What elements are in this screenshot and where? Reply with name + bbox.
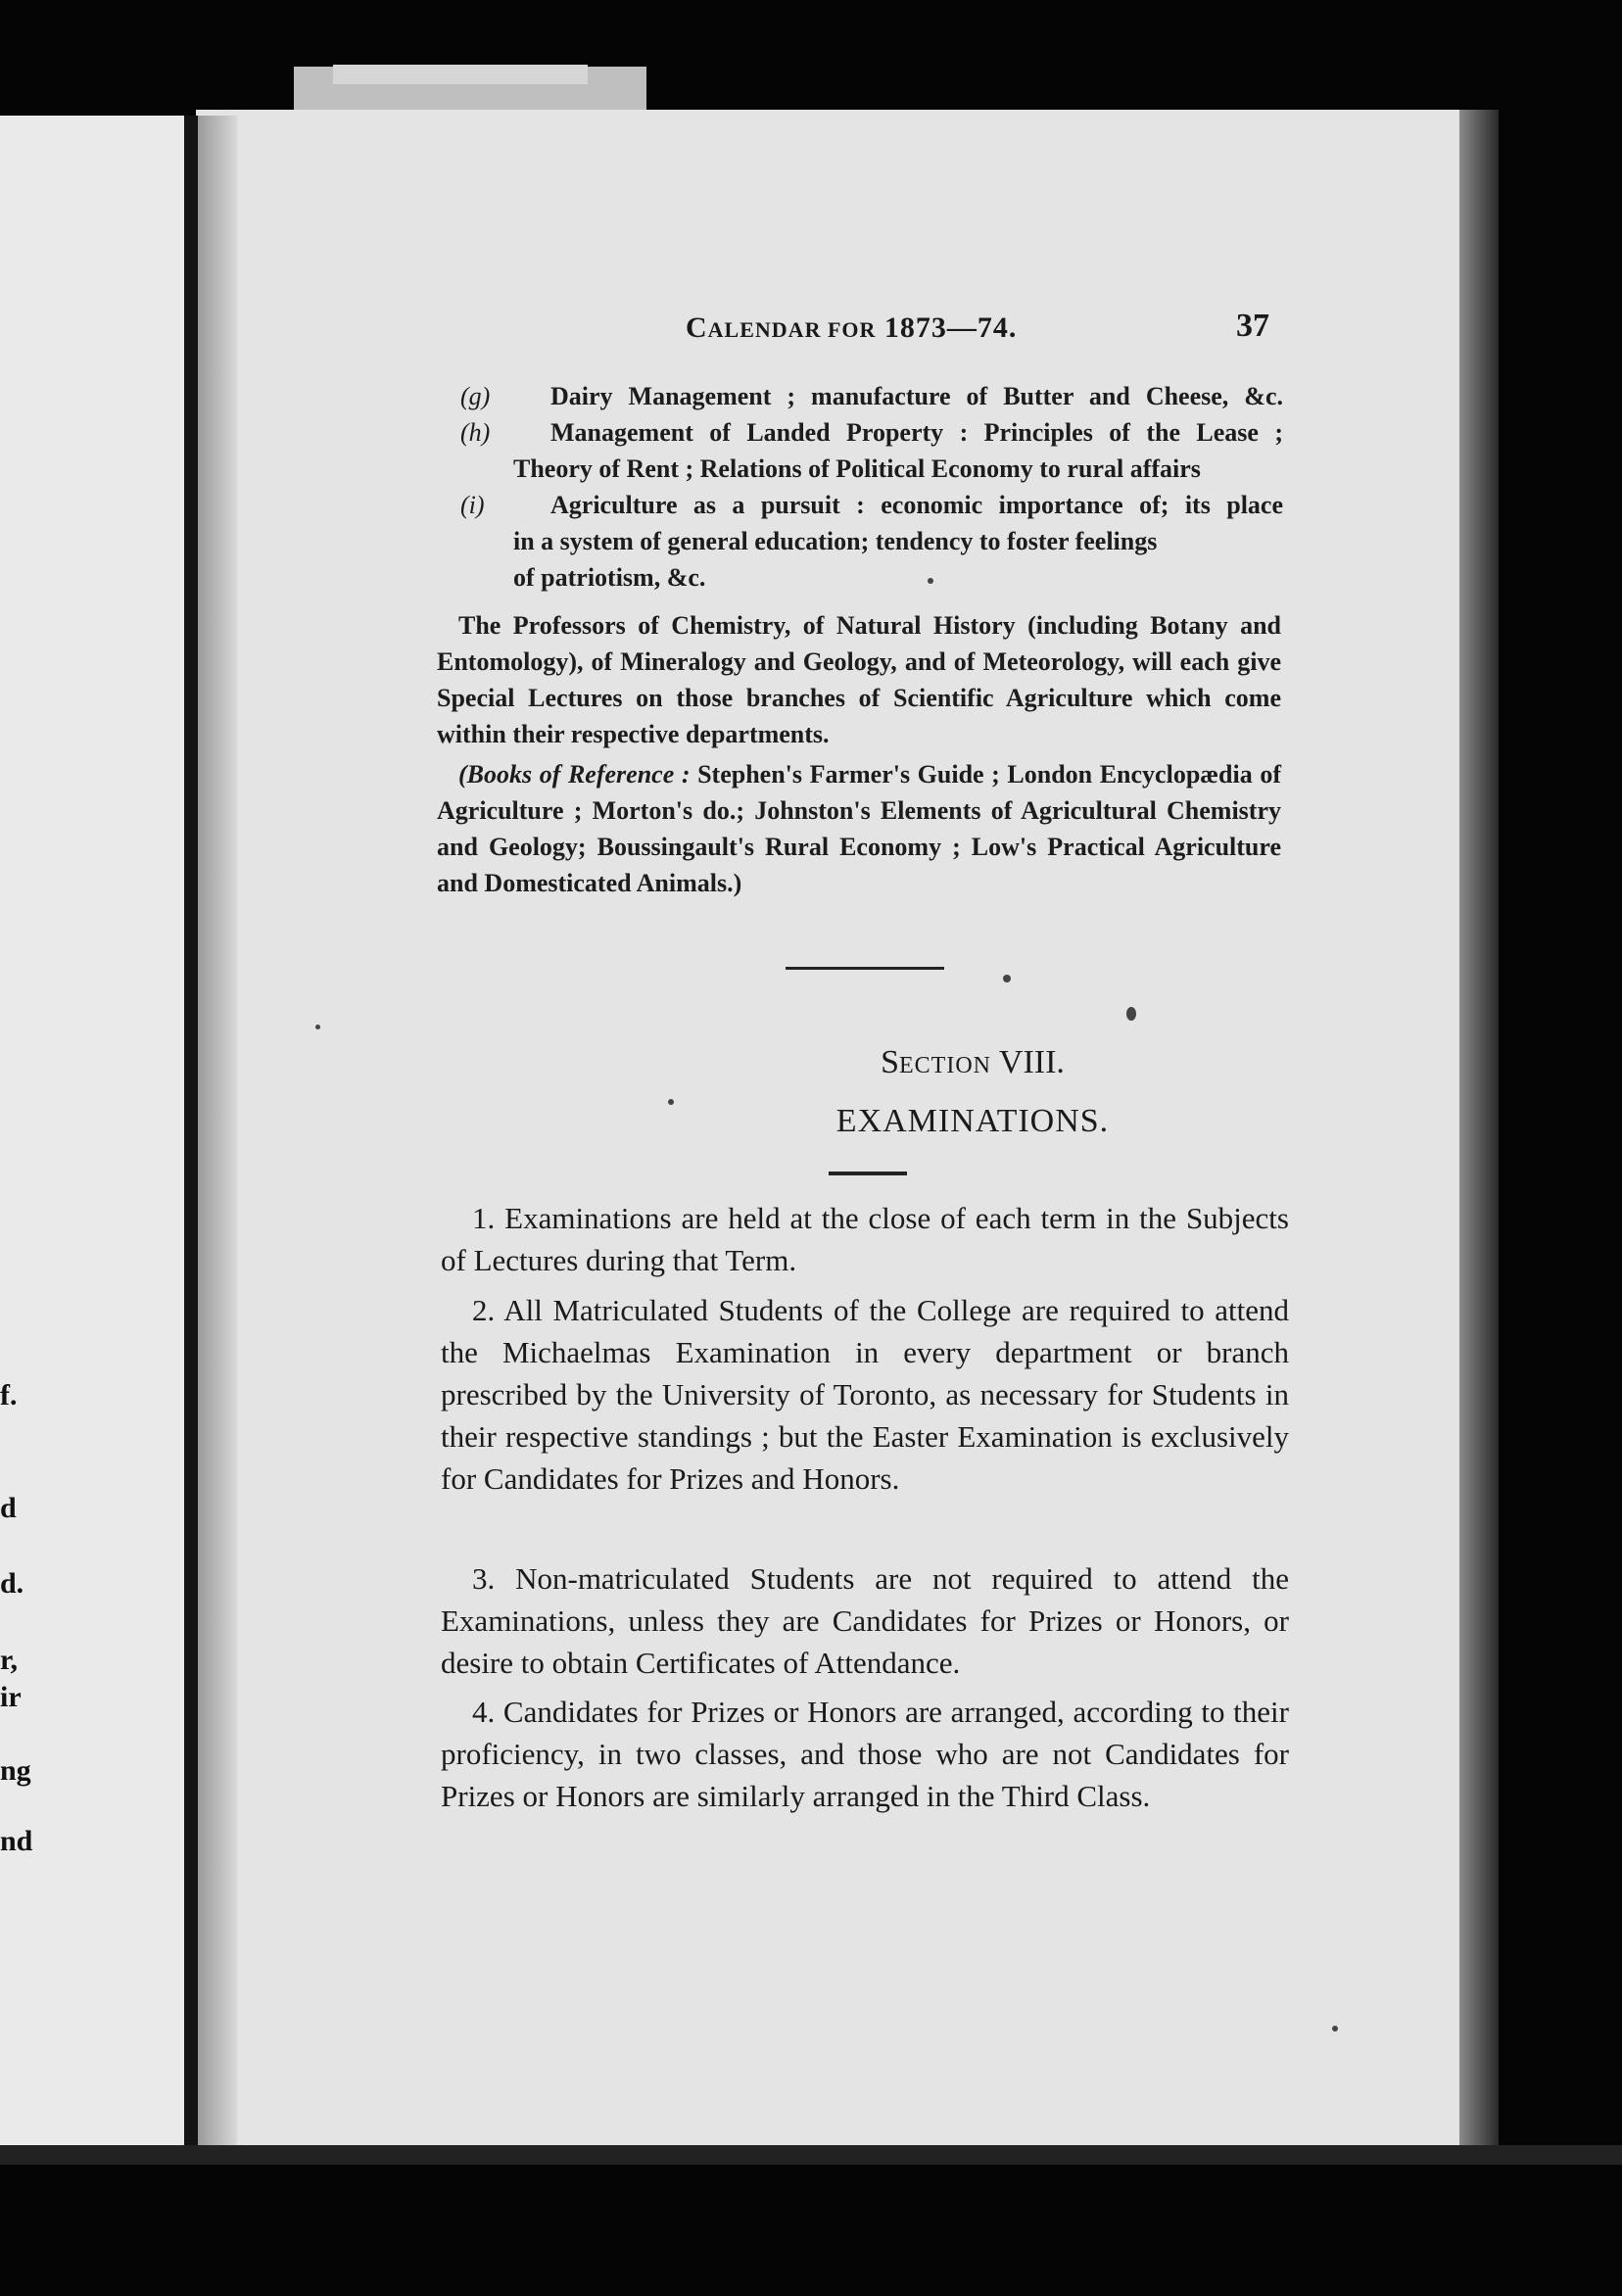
list-item-continuation: Theory of Rent ; Relations of Political Economy to rural affairs (513, 454, 1201, 483)
list-marker: (i) (460, 491, 485, 519)
paragraph-3: 3. Non-matriculated Students are not required to attend the Examinations, unless they are Candidates for Prizes or Honors, or desire to obtain Certificates of Attendance. (441, 1561, 1289, 1680)
left-page-fragment: d (0, 1492, 17, 1524)
left-page-fragment: nd (0, 1825, 33, 1857)
list-item-continuation: of patriotism, &c. (513, 563, 706, 592)
page-number: 37 (1236, 308, 1269, 344)
page-speck (1003, 975, 1011, 982)
books-text: Stephen's Farmer's Guide ; London Encyclopædia of Agriculture ; Morton's do.; Johnston's Elements of Agricultural Chemistry and Geology; Boussingault's Rural Economy ; Low's Practical Agriculture and Domesticated Animals.) (437, 760, 1281, 897)
page-speck (928, 578, 933, 584)
title-rule (829, 1172, 907, 1175)
section-title: EXAMINATIONS. (835, 1103, 1110, 1139)
list-item-text: Agriculture as a pursuit : economic importance of; its place (550, 491, 1283, 519)
page-speck (315, 1025, 320, 1029)
left-page-fragment: ng (0, 1754, 31, 1787)
list-item-continuation: in a system of general education; tendency to foster feelings (513, 527, 1158, 555)
list-item (431, 487, 1283, 596)
paragraph-4: 4. Candidates for Prizes or Honors are arranged, according to their proficiency, in two classes, and those who are not Candidates for Prizes or Honors are similarly arranged in the Third Class. (441, 1695, 1289, 1813)
paragraph-1: 1. Examinations are held at the close of each term in the Subjects of Lectures during that Term. (441, 1201, 1289, 1277)
list-item (431, 414, 1283, 487)
left-page-fragment: r, (0, 1644, 19, 1676)
professors-paragraph: The Professors of Chemistry, of Natural History (including Botany and Entomology), of Mineralogy and Geology, and of Meteorology, will each give Special Lectures on those branches of Scientific Agriculture which come within their respective departments. (437, 611, 1281, 748)
page-speck (668, 1099, 674, 1105)
section-heading: SECTION VIII. (881, 1044, 1065, 1080)
page-edge-bottom (0, 2145, 1622, 2165)
page-speck (1126, 1007, 1136, 1021)
subject-list (431, 378, 1283, 596)
section-divider (786, 967, 944, 970)
left-page-fragment: f. (0, 1379, 18, 1411)
left-page-fragment: ir (0, 1681, 22, 1713)
list-item (431, 378, 1283, 414)
running-head: CALENDAR FOR 1873—74. (686, 311, 1018, 344)
page-speck (1332, 2026, 1338, 2032)
list-item-text: Dairy Management ; manufacture of Butter and Cheese, &c. (550, 382, 1283, 410)
books-of-reference (437, 756, 1281, 901)
list-marker: (h) (460, 418, 491, 447)
books-label: (Books of Reference : (458, 760, 691, 789)
scanner-tab-highlight (333, 65, 588, 84)
left-page-fragment: d. (0, 1567, 24, 1600)
list-item-text: Management of Landed Property : Principles of the Lease ; (550, 418, 1283, 447)
paragraph-2: 2. All Matriculated Students of the College are required to attend the Michaelmas Examination in every department or branch prescribed by the University of Toronto, as necessary for Students in their respective standings ; but the Easter Examination is exclusively for Candidates for Prizes and Honors. (441, 1293, 1289, 1496)
list-marker: (g) (460, 382, 491, 410)
